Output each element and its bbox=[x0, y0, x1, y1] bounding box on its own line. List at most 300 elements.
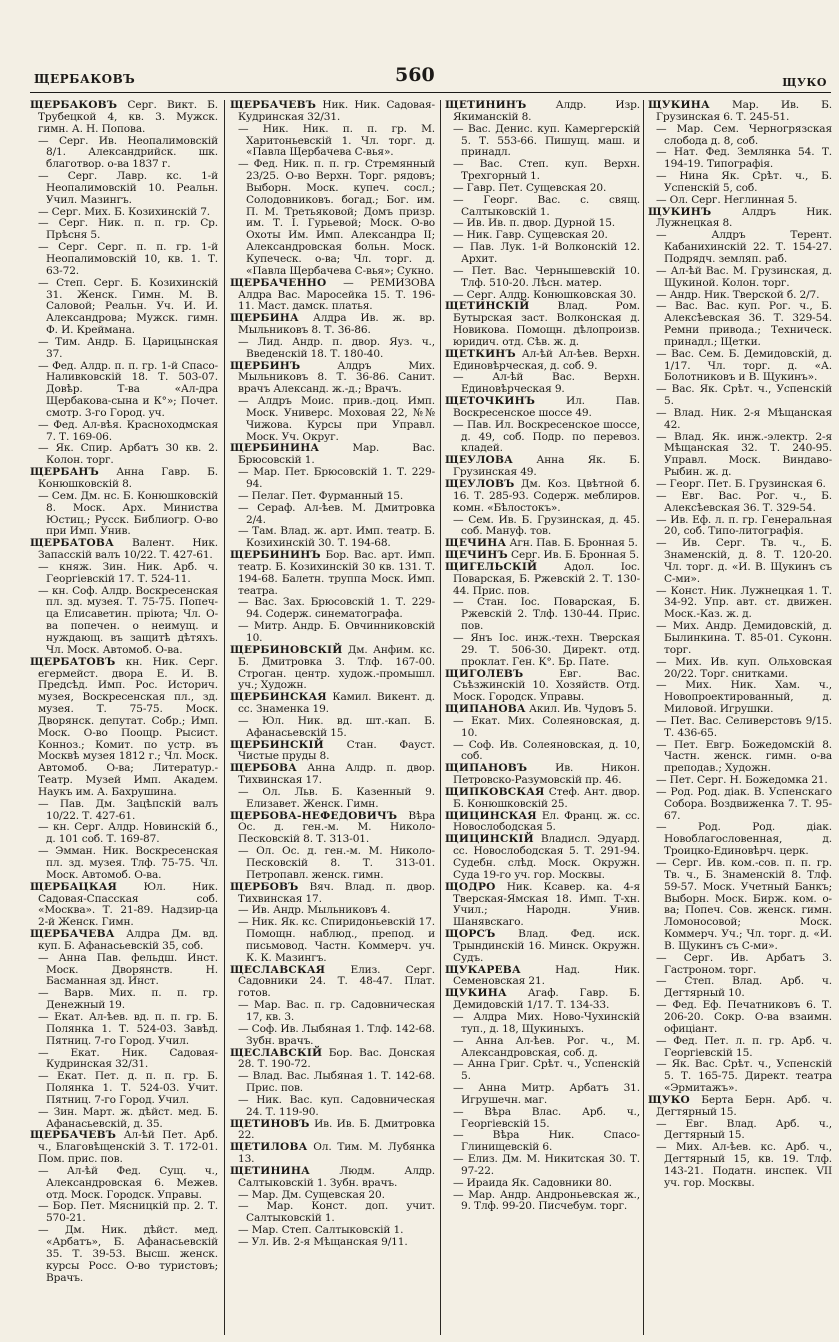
directory-entry bbox=[30, 218, 218, 242]
directory-entry bbox=[648, 1119, 832, 1143]
entry-text: Стеф. Ант. двор. Б. Конюшковскій 25. bbox=[453, 785, 640, 810]
entry-text: — Мар. Дм. Сущевская 20. bbox=[238, 1188, 385, 1201]
directory-entry bbox=[230, 124, 435, 160]
directory-entry bbox=[30, 538, 218, 562]
column-3 bbox=[445, 100, 640, 1338]
entry-text: Анна Як. Б. Грузинская 49. bbox=[453, 454, 640, 479]
entry-text: — Евг. Влад. Арб. ч., Дегтярный 15. bbox=[656, 1117, 832, 1142]
directory-entry bbox=[445, 929, 640, 965]
entry-surname: ЩИПАНОВА bbox=[445, 703, 526, 716]
entry-text: Анна Алдр. п. двор. Тихвинская 17. bbox=[238, 762, 435, 787]
directory-entry bbox=[30, 136, 218, 172]
entry-text: — Род. Род. діак. Новоблагословенная, д. Троицко-Единовѣрч. церк. bbox=[656, 821, 832, 858]
directory-entry bbox=[230, 503, 435, 527]
entry-text: Ел. Франц. ж. сс. Новослободская 5. bbox=[453, 809, 640, 834]
entry-text: Владисл. Эдуард. сс. Новослободская 5. Т. 291-94. Судебн. слѣд. Моск. Окружн. Суда 19-го уч. гор. Москвы. bbox=[453, 833, 640, 881]
directory-entry bbox=[230, 1119, 435, 1143]
entry-text: — Зин. Март. ж. дѣйст. мед. Б. Афанасьевскій, д. 35. bbox=[38, 1105, 218, 1130]
directory-entry bbox=[30, 278, 218, 337]
entry-text: Над. Ник. Семеновская 21. bbox=[453, 963, 640, 988]
entry-text: — Влад. Як. инж.-электр. 2-я Мѣщанская 32. Т. 240-95. Управл. Моск. Виндаво-Рыбин. ж. д. bbox=[656, 430, 832, 479]
entry-text: — Ив. Ив. п. двор. Дурной 15. bbox=[453, 217, 616, 230]
directory-entry bbox=[445, 515, 640, 539]
entry-text: — Фед. Ал-вѣя. Красноходмская 7. Т. 169-06. bbox=[38, 418, 218, 443]
entry-text: — кн. Серг. Алдр. Новинскій б., д. 101 соб. Т. 169-87. bbox=[38, 821, 218, 846]
entry-text: — Серг. Мих. Б. Козихинскій 7. bbox=[38, 205, 211, 218]
entry-text: — Алдра Мих. Ново-Чухинскій туп., д. 18, Щукиныхъ. bbox=[453, 1010, 640, 1035]
entry-text: — Мар. Степ. Салтыковскій 1. bbox=[238, 1224, 404, 1237]
directory-entry bbox=[445, 420, 640, 456]
entry-text: — Елиз. Дм. М. Никитская 30. Т. 97-22. bbox=[453, 1153, 640, 1177]
directory-entry bbox=[648, 1142, 832, 1189]
entry-text: — Род. Род. діак. В. Успенскаго Собора. Воздвиженка 7. Т. 95-67. bbox=[656, 785, 832, 822]
directory-entry bbox=[30, 799, 218, 823]
entry-text: Мар. Ив. Б. Грузинская 6. Т. 245-51. bbox=[656, 100, 832, 123]
entry-text: — Екат. Ал-ѣев. вд. п. п. гр. Б. Полянка 1. Т. 524-03. Завѣд. Пятниц. 7-го Город. Учил. bbox=[38, 1010, 218, 1047]
entry-text: Дм. Коз. Цвѣтной б. 16. Т. 285-93. Содерж. меблиров. комн. «Бѣлостокъ». bbox=[453, 478, 640, 514]
directory-entry bbox=[230, 1237, 435, 1249]
entry-text: — кн. Соф. Алдр. Воскресенская пл. зд. музея. Т. 75-75. Попеч-ца Елисаветин. пріюта; Чл. О-ва попечен. о неимущ. и нуждающ. въ защитѣ дѣтяхъ. Чл. Моск. Автомоб. О-ва. bbox=[38, 584, 218, 656]
directory-entry bbox=[648, 716, 832, 740]
entry-text: — Конст. Ник. Лужнецкая 1. Т. 34-92. Упр. авт. ст. движен. Моск.-Каз. ж. д. bbox=[656, 584, 832, 621]
entry-text: — Соф. Ив. Лыбяная 1. Тлф. 142-68. Зубн. врачъ. bbox=[238, 1022, 435, 1047]
directory-entry bbox=[30, 1130, 218, 1166]
entry-text: — Фед. Алдр. п. п. гр. 1-й Спасо-Наливковскій 18. Т. 503-07. Довѣр. Т-ва «Ал-дра Щербакова-сына и К°»; Почет. смотр. 3-го Город. уч. bbox=[38, 359, 218, 419]
entry-text: Агн. Пав. Б. Бронная 5. bbox=[509, 537, 638, 550]
entry-text: Алдра Ив. ж. вр. Мыльниковъ 8. Т. 36-86. bbox=[238, 312, 435, 337]
directory-entry bbox=[230, 1095, 435, 1119]
directory-entry bbox=[30, 1201, 218, 1225]
entry-text: — Анна Ал-ѣев. Рог. ч., М. Александровская, соб. д. bbox=[453, 1034, 640, 1059]
entry-text: — Вас. Зах. Брюсовскій 1. Т. 229-94. Содерж. синематографа. bbox=[238, 596, 435, 621]
entry-text: — Екат. Пет. д. п. п. гр. Б. Полянка 1. Т. 524-03. Учит. Пятниц. 7-го Город. Учил. bbox=[38, 1070, 218, 1106]
directory-entry bbox=[230, 846, 435, 882]
entry-surname: ЩЕРБОВА-НЕФЕДОВИЧЪ bbox=[230, 809, 398, 822]
entry-text: Ил. Пав. Воскресенское шоссе 49. bbox=[453, 395, 640, 419]
entry-text: — Анна Пав. фельдш. Инст. Моск. Дворянств. Н. Басманная зд. Инст. bbox=[38, 951, 218, 988]
entry-text: Вѣра Ос. д. ген.-м. М. Николо-Песковскій 8. Т. 313-01. bbox=[238, 809, 435, 846]
entry-text: Алдръ Ник. Лужнецкая 8. bbox=[656, 205, 832, 230]
directory-entry bbox=[30, 929, 218, 953]
entry-surname: ЩИГЕЛЬСКІЙ bbox=[445, 560, 538, 573]
entry-text: — Алдръ Терент. Кабанихинскій 22. Т. 154-27. Подрядч. земляп. раб. bbox=[656, 229, 832, 265]
entry-text: Анна Гавр. Б. Конюшковскій 8. bbox=[38, 466, 218, 490]
entry-text: — Мих. Ив. куп. Ольховская 20/22. Торг. снитками. bbox=[656, 655, 832, 680]
directory-entry bbox=[648, 408, 832, 432]
directory-entry bbox=[230, 787, 435, 811]
entry-text: Ник. Ксавер. ка. 4-я Тверская-Ямская 18. Имп. Т-хн. Учил.; Народн. Унив. Шанявскаго. bbox=[453, 880, 640, 929]
directory-entry bbox=[648, 976, 832, 1000]
directory-entry bbox=[648, 147, 832, 171]
directory-entry bbox=[230, 1024, 435, 1048]
page-number: 560 bbox=[395, 64, 435, 86]
entry-surname: ЩИЦИНСКАЯ bbox=[445, 809, 537, 822]
entry-surname: ЩЕРБИНСКІЙ bbox=[230, 738, 324, 751]
entry-text: — Мар. Вас. п. гр. Садовническая 17, кв. 3. bbox=[238, 999, 435, 1023]
directory-entry bbox=[30, 491, 218, 538]
entry-text: — Вас. Степ. куп. Верхн. Трехгорный 1. bbox=[453, 158, 640, 183]
directory-entry bbox=[30, 586, 218, 657]
directory-entry bbox=[30, 100, 218, 136]
directory-entry bbox=[445, 882, 640, 929]
entry-surname: ЩИЦИНСКІЙ bbox=[445, 833, 534, 846]
entry-surname: ЩЕРБОВА bbox=[230, 762, 298, 775]
entry-text: — Янъ Іос. инж.-техн. Тверская 29. Т. 506-30. Директ. отд. проклат. Ген. К°. Бр. Пате. bbox=[453, 631, 640, 668]
entry-surname: ЩЕРБИНИНЪ bbox=[230, 549, 321, 562]
entry-surname: ЩЕРБАЧЕВЪ bbox=[230, 100, 317, 111]
column-4 bbox=[648, 100, 832, 1338]
directory-entry bbox=[230, 1071, 435, 1095]
directory-entry bbox=[648, 266, 832, 290]
entry-text: — Серг. Ив. ком.-сов. п. п. гр. Тв. ч., Б. Знаменскій 8. Тлф. 59-57. Моск. Учетный Банкъ; Выборн. Моск. Бирж. ком. о-ва; Попеч. Сов. женск. гимн. Ломоносовой; Моск. Коммерч. Уч.; Чл. торг. д. «И. В. Щукинъ съ С-ми». bbox=[656, 857, 832, 952]
directory-entry bbox=[648, 657, 832, 681]
directory-entry bbox=[648, 1059, 832, 1095]
entry-text: — Гавр. Пет. Сущевская 20. bbox=[453, 181, 607, 194]
entry-surname: ЩЕРБАЧЕВЪ bbox=[30, 1129, 117, 1142]
directory-entry bbox=[30, 171, 218, 207]
directory-entry bbox=[648, 301, 832, 348]
directory-entry bbox=[230, 1166, 435, 1190]
entry-surname: ЩУКИНА bbox=[648, 100, 710, 111]
directory-entry bbox=[230, 882, 435, 906]
column-1 bbox=[30, 100, 218, 1338]
directory-entry bbox=[30, 1166, 218, 1202]
directory-entry bbox=[445, 455, 640, 479]
entry-text: кн. Ник. Серг. егермейст. двора Е. И. В. Предсѣд. Имп. Рос. Историч. музея, Воскресенская пл., зд. музея. Т. 75-75. Моск. Дворянск. депутат. Собр.; Имп. Моск. О-во Поощр. Рысист. Конноз.; Комит. по устр. въ Москвѣ музея 1812 г.; Чл. Моск. Автомоб. О-ва; Литератур.-Театр. Музей Имп. Академ. Наукъ им. А. Бахрушина. bbox=[38, 655, 218, 798]
directory-entry bbox=[230, 278, 435, 314]
entry-text: — Мар. Сем. Черногрязская слобода д. 8, соб. bbox=[656, 122, 832, 147]
directory-entry bbox=[445, 372, 640, 396]
entry-text: Бор. Вас. арт. Имп. театр. Б. Козихинскій 30 кв. 131. Т. 194-68. Балетн. труппа Моск. Имп. театра. bbox=[238, 549, 435, 597]
entry-text: — Ник. Ник. п. п. гр. М. Харитоньевскій 1. Чл. торг. д. «Павла Щербачева С-вья». bbox=[238, 122, 435, 159]
page-header bbox=[0, 64, 839, 100]
entry-surname: ЩИГОЛЕВЪ bbox=[445, 667, 524, 680]
directory-entry bbox=[230, 740, 435, 764]
entry-text: Алдр. Изр. Якиманскій 8. bbox=[453, 100, 640, 123]
entry-text: — Ол. Ос. д. ген.-м. М. Николо-Песковскій 8. Т. 313-01. Петропавл. женск. гимн. bbox=[238, 845, 435, 881]
directory-entry bbox=[648, 740, 832, 776]
entry-surname: ЩЕУЛОВА bbox=[445, 454, 513, 467]
entry-text: — Влад. Вас. Лыбяная 1. Т. 142-68. Прис. пов. bbox=[238, 1070, 435, 1095]
entry-text: — Ник. Гавр. Сущевская 20. bbox=[453, 229, 608, 242]
directory-entry bbox=[30, 562, 218, 586]
entry-text: Дм. Анфим. кс. Б. Дмитровка 3. Тлф. 167-00. Строган. центр. худож.-промышл. уч.; Художн. bbox=[238, 643, 435, 692]
entry-text: Валент. Ник. Запасскій валъ 10/22. Т. 427-61. bbox=[38, 537, 218, 562]
entry-text: — Лид. Андр. п. двор. Яуз. ч., Введенскій 18. Т. 180-40. bbox=[238, 335, 435, 360]
entry-surname: ЩЕРБИНА bbox=[230, 312, 299, 325]
entry-text: Влад. Ром. Бутырская заст. Волконская д. Новикова. Помощн. дѣлопроизв. юридич. отд. Сѣв. ж. д. bbox=[453, 300, 640, 348]
directory-entry bbox=[445, 100, 640, 124]
entry-text: — Пав. Дм. Зацѣпскій валъ 10/22. Т. 427-61. bbox=[38, 797, 218, 822]
directory-entry bbox=[230, 645, 435, 692]
entry-surname: ЩЕРБИНОВСКІЙ bbox=[230, 643, 343, 656]
entry-text: — Нина Як. Срѣт. ч., Б. Успенскій 5, соб. bbox=[656, 170, 832, 194]
entry-text: — Серг. Алдр. Конюшковская 30. bbox=[453, 288, 637, 301]
directory-entry bbox=[30, 1107, 218, 1131]
directory-entry bbox=[445, 811, 640, 835]
entry-text: — Степ. Влад. Арб. ч. Дегтярный 10. bbox=[656, 975, 832, 1000]
directory-entry bbox=[648, 822, 832, 858]
entry-text: — Екат. Мих. Солеяновская, д. 10. bbox=[453, 714, 640, 739]
entry-surname: ЩУКАРЕВА bbox=[445, 963, 521, 976]
directory-entry bbox=[30, 467, 218, 491]
entry-text: Ал-ѣй Пет. Арб. ч., Благовѣщенскій 3. Т. 172-01. Пом. прис. пов. bbox=[38, 1129, 218, 1166]
directory-entry bbox=[30, 337, 218, 361]
entry-text: Ив. Ив. Б. Дмитровка 22. bbox=[238, 1117, 435, 1142]
entry-text: — Екат. Ник. Садовая-Кудринская 32/31. bbox=[38, 1046, 218, 1071]
entry-text: — Ник. Вас. куп. Садовническая 24. Т. 119-90. bbox=[238, 1093, 435, 1118]
directory-entry bbox=[648, 491, 832, 515]
entry-surname: ЩЕРБИНСКАЯ bbox=[230, 691, 327, 704]
entry-text: — Бор. Пет. Мясницкій пр. 2. Т. 570-21. bbox=[38, 1200, 218, 1225]
entry-text: — Ив. Серг. Тв. ч., Б. Знаменскій, д. 8. Т. 120-20. Чл. торг. д. «И. В. Щукинъ съ С-ми». bbox=[656, 537, 832, 585]
entry-surname: ЩЕРБОВЪ bbox=[230, 880, 299, 893]
directory-entry bbox=[648, 230, 832, 266]
directory-entry bbox=[648, 787, 832, 823]
entry-surname: ЩЕТИНСКІЙ bbox=[445, 300, 530, 313]
entry-text: — Фед. Еф. Печатниковъ 6. Т. 206-20. Сокр. О-ва взаимн. офиціант. bbox=[656, 999, 832, 1035]
entry-surname: ЩЕРБАТОВА bbox=[30, 537, 114, 550]
directory-entry bbox=[445, 396, 640, 420]
entry-text: — Пелаг. Пет. Фурманный 15. bbox=[238, 489, 404, 502]
entry-surname: ЩИПКОВСКАЯ bbox=[445, 785, 545, 798]
directory-entry bbox=[30, 988, 218, 1012]
directory-entry bbox=[30, 420, 218, 444]
directory-entry bbox=[648, 953, 832, 977]
entry-text: — Пет. Евгр. Божедомскій 8. Частн. женск. гимн. о-ва преподав.; Художн. bbox=[656, 738, 832, 775]
directory-entry bbox=[445, 763, 640, 787]
entry-text: Камил. Викент. д. сс. Знаменка 19. bbox=[238, 691, 435, 716]
directory-entry bbox=[648, 100, 832, 124]
directory-entry bbox=[445, 597, 640, 633]
entry-text: — Ол. Льв. Б. Казенный 9. Елизавет. Женск. Гимн. bbox=[238, 785, 435, 810]
entry-text: — Вѣра Ник. Спасо-Глинищевскій 6. bbox=[453, 1129, 640, 1154]
entry-text: — Дм. Ник. дѣйст. мед. «Арбатъ», Б. Афанасьевскій 35. Т. 39-53. Высш. женск. курсы Росс. О-во туристовъ; Врачъ. bbox=[38, 1224, 218, 1284]
entry-text: — РЕМИЗОВА Алдра Вас. Маросейка 15. Т. 196-11. Маст. дамск. платья. bbox=[238, 276, 435, 313]
entry-text: Адол. Іос. Поварская, Б. Ржевскій 2. Т. 130-44. Прис. пов. bbox=[453, 560, 640, 597]
directory-entry bbox=[648, 538, 832, 585]
column-divider bbox=[224, 100, 225, 1335]
directory-entry bbox=[648, 349, 832, 385]
entry-text: Серг. Ив. Б. Бронная 5. bbox=[511, 549, 640, 562]
entry-text: — Стан. Іос. Поварская, Б. Ржевскій 2. Тлф. 130-44. Прис. пов. bbox=[453, 596, 640, 633]
entry-text: — Ул. Ив. 2-я Мѣщанская 9/11. bbox=[238, 1236, 408, 1248]
entry-text: Ол. Тим. М. Лубянка 13. bbox=[238, 1141, 435, 1166]
directory-entry bbox=[30, 846, 218, 882]
directory-entry bbox=[445, 787, 640, 811]
entry-surname: ЩЕТИНОВЪ bbox=[230, 1117, 310, 1130]
entry-surname: ЩЕСЛАВСКАЯ bbox=[230, 963, 326, 976]
directory-entry bbox=[648, 124, 832, 148]
directory-entry bbox=[648, 384, 832, 408]
entry-surname: ЩУКО bbox=[648, 1093, 690, 1106]
directory-entry bbox=[30, 822, 218, 846]
directory-entry bbox=[445, 633, 640, 669]
directory-entry bbox=[230, 716, 435, 740]
entry-text: — Мих. Ал-ѣев. кс. Арб. ч., Дегтярный 15, кв. 19. Тлф. 143-21. Податн. инспек. VII уч. гор. Москвы. bbox=[656, 1141, 832, 1189]
entry-text: Акил. Ив. Чудовъ 5. bbox=[528, 703, 637, 716]
entry-surname: ЩЕРБИНИНА bbox=[230, 442, 320, 455]
directory-entry bbox=[445, 740, 640, 764]
entry-text: — Як. Вас. Срѣт. ч., Успенскій 5. Т. 165-75. Директ. театра «Эрмитажъ». bbox=[656, 1058, 832, 1095]
entry-text: — Там. Влад. ж. арт. Имп. театр. Б. Козихинскій 30. Т. 194-68. bbox=[238, 525, 435, 550]
directory-entry bbox=[445, 1059, 640, 1083]
directory-entry bbox=[445, 562, 640, 598]
entry-text: — Вѣра Влас. Арб. ч., Георгіевскій 15. bbox=[453, 1105, 640, 1130]
entry-text: — Ал-ѣй Фед. Сущ. ч., Александровская 6. Межев. отд. Моск. Городск. Управы. bbox=[38, 1164, 218, 1201]
entry-text: Серг. Викт. Б. Трубецкой 4, кв. 3. Мужск. гимн. А. Н. Попова. bbox=[38, 100, 218, 135]
entry-text: — Мих. Андр. Демидовскій, д. Былинкина. Т. 85-01. Суконн. торг. bbox=[656, 620, 832, 656]
directory-entry bbox=[30, 1225, 218, 1284]
directory-entry bbox=[648, 432, 832, 479]
directory-entry bbox=[30, 657, 218, 799]
entry-surname: ЩЕРБАЦКАЯ bbox=[30, 880, 118, 893]
entry-surname: ЩЕЧИНА bbox=[445, 537, 507, 550]
entry-text: — Вас. Денис. куп. Камергерскій 5. Т. 553-66. Пишущ. маш. и принадл. bbox=[453, 122, 640, 159]
entry-text: — Пав. Ил. Воскресенское шоссе, д. 49, соб. Подр. по перевоз. кладей. bbox=[453, 418, 640, 455]
entry-text: Алдра Дм. вд. куп. Б. Афанасьевскій 35, соб. bbox=[38, 928, 218, 952]
directory-entry bbox=[30, 361, 218, 420]
entry-text: — Пет. Серг. Н. Божедомка 21. bbox=[656, 774, 828, 787]
entry-text: — Вас. Сем. Б. Демидовскій, д. 1/17. Чл. торг. д. «А. Болотниковъ и В. Щукинъ». bbox=[656, 347, 832, 384]
entry-text: — Тим. Андр. Б. Царицынская 37. bbox=[38, 335, 218, 360]
directory-entry bbox=[648, 586, 832, 622]
entry-surname: ЩЕТКИНЪ bbox=[445, 347, 516, 360]
entry-text: — Ал-ѣй Вас. М. Грузинская, д. Щукиной. Колон. торг. bbox=[656, 264, 832, 289]
entry-text: Евг. Вас. Съѣзжинскій 10. Хозяйств. Отд. Моск. Городск. Управы. bbox=[453, 667, 640, 704]
directory-entry bbox=[230, 1142, 435, 1166]
entry-text: — Нат. Фед. Землянка 54. Т. 194-19. Типографія. bbox=[656, 146, 832, 171]
entry-text: — Ив. Андр. Мыльниковъ 4. bbox=[238, 904, 391, 917]
entry-text: — Сем. Дм. нс. Б. Конюшковскій 8. Моск. Арх. Министва Юстиц.; Русск. Библиогр. О-во при Имп. Унив. bbox=[38, 489, 218, 538]
directory-entry bbox=[648, 171, 832, 195]
directory-entry bbox=[648, 1095, 832, 1119]
entry-text: — Анна Григ. Срѣт. ч., Успенскій 5. bbox=[453, 1058, 640, 1083]
entry-text: Ив. Никон. Петровско-Разумовскій пр. 46. bbox=[453, 762, 640, 787]
directory-entry bbox=[445, 1083, 640, 1107]
directory-entry bbox=[230, 396, 435, 443]
running-head-right: ЩУКО bbox=[782, 76, 827, 89]
entry-text: — Пет. Вас. Чернышевскій 10. Тлф. 510-20. Лѣсн. матер. bbox=[453, 264, 640, 289]
entry-text: Берта Берн. Арб. ч. Дегтярный 15. bbox=[656, 1093, 832, 1118]
entry-text: Людм. Алдр. Салтыковскій 1. Зубн. врачъ. bbox=[238, 1164, 435, 1189]
entry-text: — княж. Зин. Ник. Арб. ч. Георгіевскій 17. Т. 524-11. bbox=[38, 560, 218, 585]
entry-text: Ник. Ник. Садовая-Кудринская 32/31. bbox=[238, 100, 435, 123]
entry-text: — Ираида Як. Садовники 80. bbox=[453, 1176, 612, 1189]
directory-entry bbox=[230, 763, 435, 787]
entry-text: Алдръ Мих. Мыльниковъ 8. Т. 36-86. Санит. врачъ Александ. ж.-д.; Врачъ. bbox=[238, 359, 435, 396]
entry-text: — Андр. Ник. Тверской б. 2/7. bbox=[656, 288, 820, 301]
entry-text: — Як. Спир. Арбатъ 30 кв. 2. Колон. торг. bbox=[38, 442, 218, 467]
directory-entry bbox=[445, 988, 640, 1012]
entry-text: Мар. Вас. Брюсовскій 1. bbox=[238, 442, 435, 467]
directory-entry bbox=[230, 1201, 435, 1225]
directory-entry bbox=[445, 195, 640, 219]
entry-text: — Серг. Ив. Неопалимовскій 8/1. Александрийск. шк. благотвор. о-ва 1837 г. bbox=[38, 134, 218, 171]
entry-text: — Влад. Ник. 2-я Мѣщанская 42. bbox=[656, 406, 832, 431]
directory-entry bbox=[445, 479, 640, 515]
directory-entry bbox=[445, 1190, 640, 1214]
directory-entry bbox=[445, 716, 640, 740]
directory-entry bbox=[230, 443, 435, 467]
entry-text: — Георг. Вас. с. свящ. Салтыковскій 1. bbox=[453, 193, 640, 218]
directory-entry bbox=[445, 349, 640, 373]
entry-text: — Ив. Еф. л. п. гр. Генеральная 20, соб. Типо-литографія. bbox=[656, 513, 832, 538]
entry-text: Бор. Вас. Донская 28. Т. 190-72. bbox=[238, 1046, 435, 1071]
directory-entry bbox=[445, 1154, 640, 1178]
entry-text: Вяч. Влад. п. двор. Тихвинская 17. bbox=[238, 880, 435, 905]
entry-text: — Варв. Мих. п. п. гр. Денежный 19. bbox=[38, 987, 218, 1012]
entry-surname: ЩЕРБАКОВЪ bbox=[30, 100, 118, 111]
entry-surname: ЩЕТИНИНЪ bbox=[445, 100, 527, 111]
directory-entry bbox=[648, 1000, 832, 1036]
entry-surname: ЩЕРБАТОВЪ bbox=[30, 655, 116, 668]
directory-entry bbox=[648, 858, 832, 953]
entry-surname: ЩУКИНА bbox=[445, 987, 507, 1000]
entry-text: — Эмман. Ник. Воскресенская пл. зд. музея. Тлф. 75-75. Чл. Моск. Автомоб. О-ва. bbox=[38, 845, 218, 881]
directory-entry bbox=[445, 965, 640, 989]
entry-text: — Мар. Пет. Брюсовскій 1. Т. 229-94. bbox=[238, 466, 435, 490]
directory-entry bbox=[230, 100, 435, 124]
entry-text: — Мар. Конст. доп. учит. Салтыковскій 1. bbox=[238, 1200, 435, 1225]
entry-surname: ЩОДРО bbox=[445, 880, 496, 893]
entry-text: — Ник. Як. кс. Спиридоньевскій 17. Помощн. наблюд., препод. и письмовод. Частн. Коммерч. уч. К. К. Мазингъ. bbox=[238, 916, 435, 964]
entry-text: — Соф. Ив. Солеяновская, д. 10, соб. bbox=[453, 738, 640, 763]
entry-surname: ЩЕРБИНЪ bbox=[230, 359, 301, 372]
directory-entry bbox=[648, 207, 832, 231]
entry-text: — Георг. Пет. Б. Грузинская 6. bbox=[656, 478, 826, 490]
entry-text: — Вас. Як. Срѣт. ч., Успенскій 5. bbox=[656, 383, 832, 408]
directory-entry bbox=[230, 1000, 435, 1024]
entry-text: — Фед. Ник. п. п. гр. Стремянный 23/25. О-во Верхн. Торг. рядовъ; Выборн. Моск. купеч. сосл.; Солодовниковъ. богад.; Бог. им. П. М. Третьяковой; Домъ призр. им. Т. І. Гурьевой; Моск. О-во Охоты Им. Имп. Александра II; Александровская больн. Моск. Купеческ. о-ва; Чл. торг. д. «Павла Щербачева С-вья»; Сукно. bbox=[238, 158, 435, 277]
entry-surname: ЩЕРБАНЪ bbox=[30, 466, 99, 479]
entry-text: Агаф. Гавр. Б. Демидовскій 1/17. Т. 134-33. bbox=[453, 987, 640, 1012]
directory-entry bbox=[230, 159, 435, 277]
directory-entry bbox=[230, 550, 435, 597]
directory-entry bbox=[445, 301, 640, 348]
entry-surname: ЩЕТИЛОВА bbox=[230, 1141, 308, 1154]
directory-entry bbox=[30, 1012, 218, 1048]
entry-text: — Мих. Ник. Хам. ч., Новопроектированный, д. Миловой. Игрушки. bbox=[656, 679, 832, 716]
directory-entry bbox=[445, 242, 640, 266]
directory-entry bbox=[648, 680, 832, 716]
directory-entry bbox=[230, 1048, 435, 1072]
column-divider bbox=[440, 100, 441, 1335]
directory-entry bbox=[648, 515, 832, 539]
directory-entry bbox=[445, 124, 640, 160]
entry-text: Влад. Фед. иск. Трындинскій 16. Минск. Окружн. Судъ. bbox=[453, 928, 640, 964]
directory-entry bbox=[445, 159, 640, 183]
directory-entry bbox=[230, 361, 435, 397]
directory-entry bbox=[230, 692, 435, 716]
entry-text: — Пав. Лук. 1-й Волконскій 12. Архит. bbox=[453, 241, 640, 265]
entry-surname: ЩЕТОЧКИНЪ bbox=[445, 395, 536, 408]
entry-text: — Митр. Андр. Б. Овчинниковскій 10. bbox=[238, 620, 435, 644]
directory-entry bbox=[230, 337, 435, 361]
entry-text: — Вас. Вас. куп. Рог. ч., Б. Алексѣевская 36. Т. 329-54. Ремни привода.; Техническ. принадл.; Щетки. bbox=[656, 300, 832, 348]
directory-entry bbox=[445, 669, 640, 705]
directory-entry bbox=[230, 526, 435, 550]
entry-text: Стан. Фауст. Чистые пруды 8. bbox=[238, 738, 435, 763]
directory-entry bbox=[445, 1130, 640, 1154]
entry-text: — Серг. Лавр. кс. 1-й Неопалимовскій 10. Реальн. Учил. Мазингъ. bbox=[38, 170, 218, 206]
entry-text: — Алдръ Моис. прив.-доц. Имп. Моск. Универс. Моховая 22, №№ Чижова. Курсы при Управл. Моск. Уч. Округ. bbox=[238, 395, 435, 443]
entry-text: — Сем. Ив. Б. Грузинская, д. 45. соб. Мануф. тов. bbox=[453, 513, 640, 538]
entry-text: — Анна Митр. Арбатъ 31. Игрушечн. маг. bbox=[453, 1082, 640, 1106]
entry-text: — Серг. Серг. п. п. гр. 1-й Неопалимовскій 10, кв. 1. Т. 63-72. bbox=[38, 241, 218, 277]
directory-entry bbox=[445, 1012, 640, 1036]
directory-entry bbox=[230, 811, 435, 847]
